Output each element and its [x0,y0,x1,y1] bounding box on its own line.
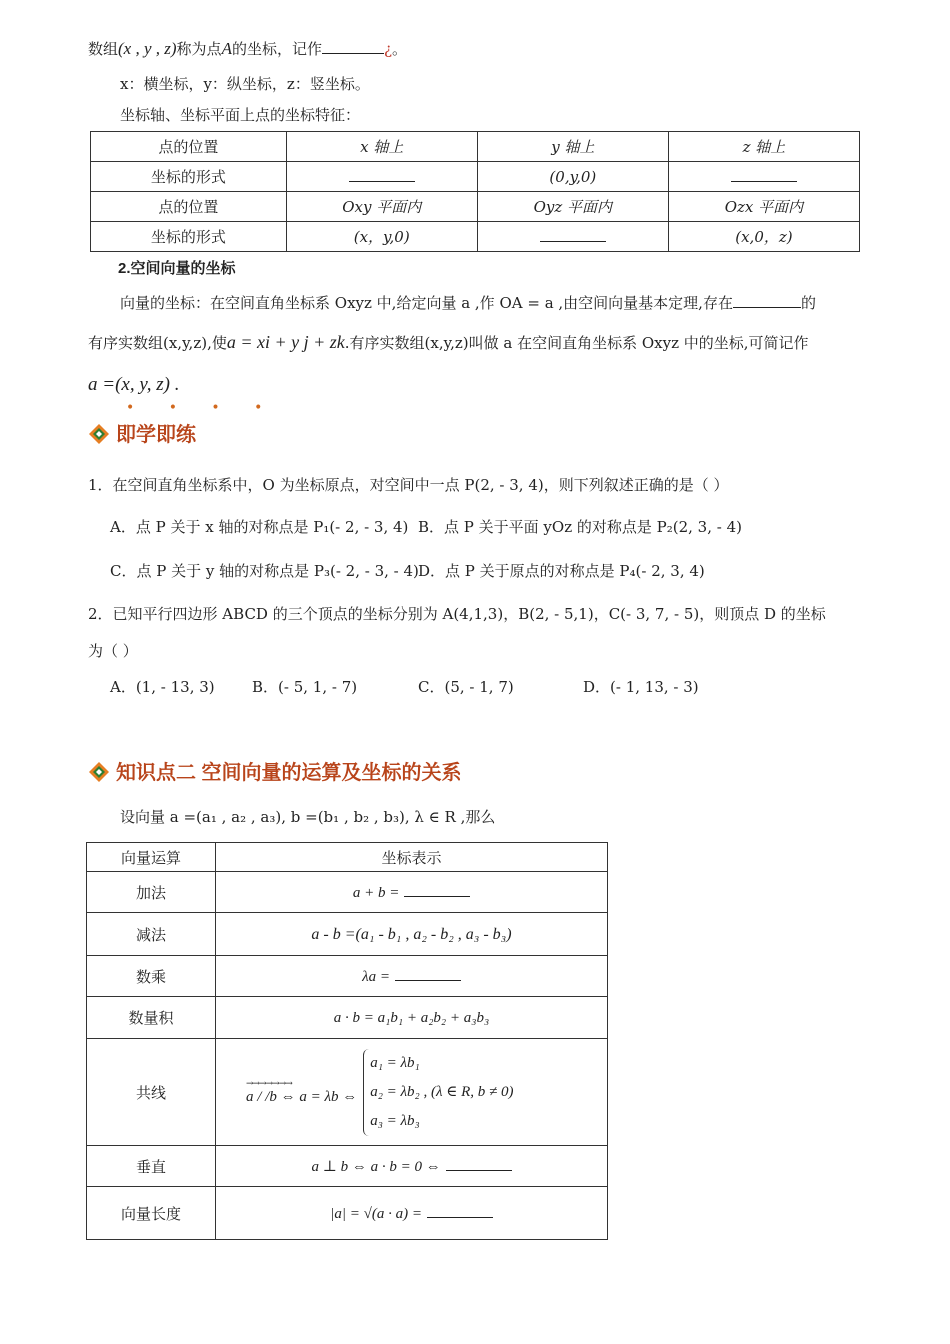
feature-cell: (x,0，z) [668,222,859,252]
op-name: 共线 [87,1039,216,1146]
op-expr [216,997,608,1039]
question-2-stem-cont: 为（ ） [88,642,138,660]
feature-cell: (0,y,0) [477,162,668,192]
question-1-stem: 1．在空间直角坐标系中，O 为坐标原点，对空间中一点 P(2, - 3, 4)，则下列叙述正确的是（ ） [88,476,729,494]
q2-option-c[interactable]: C．(5, - 1, 7) [418,678,514,696]
ops-header-expr: 坐标表示 [216,843,608,872]
q2-option-d[interactable]: D．(- 1, 13, - 3) [583,678,699,696]
feature-cell: 点的位置 [91,132,287,162]
section-paragraph-1 [120,292,816,313]
heading-knowledge-2 [88,756,462,785]
op-name: 数乘 [87,956,216,997]
q1-option-c[interactable]: C．点 P 关于 y 轴的对称点是 P₃(- 2, - 3, - 4) [110,562,419,580]
q1-option-b[interactable]: B．点 P 关于平面 yOz 的对称点是 P₂(2, 3, - 4) [418,518,742,536]
heading-practice [88,418,196,447]
feature-cell: 坐标的形式 [91,162,287,192]
feature-cell: y 轴上 [477,132,668,162]
system-line: a₂ = λb₂ , (λ ∈ R, b ≠ 0) [370,1083,514,1100]
system-line: a₃ = λb₃ [370,1112,420,1129]
feature-cell: x 轴上 [286,132,477,162]
answer-blank[interactable] [349,167,415,182]
feature-cell: (x，y,0) [286,222,477,252]
op-expr [216,872,608,913]
paragraph-text: .有序实数组(x,y,z)叫做 a 在空间直角坐标系 Oxyz 中的坐标,可简记作 [344,334,809,352]
feature-cell: Oxy 平面内 [286,192,477,222]
answer-blank[interactable] [404,882,470,897]
op-expr [216,913,608,956]
op-name: 向量长度 [87,1187,216,1240]
tuple: (x , y , z) [118,39,177,58]
diamond-icon [88,761,110,783]
op-formula: a / /b ⇔ a = λb ⇔ [246,1088,358,1105]
feature-cell: 坐标的形式 [91,222,287,252]
operations-intro: 设向量 a =(a₁ , a₂ , a₃), b =(b₁ , b₂ , b₃), λ ∈ R ,那么 [120,808,496,826]
feature-cell: Ozx 平面内 [668,192,859,222]
point-label: A [221,39,232,58]
feature-row [91,132,860,162]
answer-blank[interactable] [322,39,384,54]
q1-option-a[interactable]: A．点 P 关于 x 轴的对称点是 P₁(- 2, - 3, 4) [110,518,409,536]
op-formula: a ⊥ b ⇔ a · b = 0 ⇔ [311,1159,441,1175]
paragraph-text: 的 [800,294,816,312]
q1-option-d[interactable]: D．点 P 关于原点的对称点是 P₄(- 2, 3, 4) [418,562,705,580]
answer-blank[interactable] [446,1156,512,1171]
q2-option-b[interactable]: B．(- 5, 1, - 7) [252,678,358,696]
intro-line-2: x：横坐标，y：纵坐标，z：竖坐标。 [120,75,370,93]
intro-text: 数组 [88,40,119,58]
ops-header-op: 向量运算 [87,843,216,872]
equation-system [363,1049,513,1136]
op-name: 减法 [87,913,216,956]
op-formula: |a| = √(a · a) = [330,1206,422,1222]
intro-line-3: 坐标轴、坐标平面上点的坐标特征： [120,106,361,124]
feature-row [91,162,860,192]
vector-arrows: →→→→→→→ [246,1078,292,1089]
feature-row [91,222,860,252]
feature-table [90,131,860,252]
answer-blank[interactable] [427,1203,493,1218]
heading-text: 知识点二 空间向量的运算及坐标的关系 [116,762,462,784]
op-formula: a + b = [352,885,400,901]
op-expr [216,1146,608,1187]
op-formula: a - b =(a₁ - b₁ , a₂ - b₂ , a₃ - b₃) [311,925,512,943]
vector-equation: a = xi + y j + zk [226,332,345,352]
emphasis-dots: • • • • [126,400,278,416]
answer-blank-cell [477,222,668,252]
answer-blank-cell [286,162,477,192]
operations-table [86,842,608,1240]
feature-cell: 点的位置 [91,192,287,222]
section-title: 2.空间向量的坐标 [118,260,236,277]
answer-blank[interactable] [540,227,606,242]
paragraph-text: 有序实数组(x,y,z),使 [88,334,227,352]
answer-blank[interactable] [395,966,461,981]
op-name: 垂直 [87,1146,216,1187]
garbled-glyph: ¿ [383,40,393,58]
feature-cell: z 轴上 [668,132,859,162]
system-line: a₁ = λb₁ [370,1054,420,1071]
feature-cell: Oyz 平面内 [477,192,668,222]
question-2-stem: 2．已知平行四边形 ABCD 的三个顶点的坐标分别为 A(4,1,3)，B(2, - 5,1)，C(- 3, 7, - 5)，则顶点 D 的坐标 [88,605,826,623]
section-paragraph-3: a =(x, y, z) . [88,374,180,395]
intro-text: 的坐标，记作 [231,40,322,58]
answer-blank[interactable] [733,293,801,308]
heading-text: 即学即练 [116,424,196,446]
op-name: 数量积 [87,997,216,1039]
q2-option-a[interactable]: A．(1, - 13, 3) [110,678,215,696]
op-expr [216,1039,608,1146]
op-name: 加法 [87,872,216,913]
feature-row [91,192,860,222]
op-expr [216,1187,608,1240]
intro-text: 。 [392,40,408,58]
section-paragraph-2 [88,332,809,353]
intro-text: 称为点 [176,40,222,58]
answer-blank[interactable] [731,167,797,182]
answer-blank-cell [668,162,859,192]
op-expr [216,956,608,997]
intro-line-1 [88,38,407,59]
diamond-icon [88,423,110,445]
op-formula: a · b = a₁b₁ + a₂b₂ + a₃b₃ [333,1010,490,1026]
op-formula: λa = [362,969,391,985]
paragraph-text: 向量的坐标：在空间直角坐标系 Oxyz 中,给定向量 a ,作 OA = a ,由空间向量基本定理,存在 [120,294,733,312]
